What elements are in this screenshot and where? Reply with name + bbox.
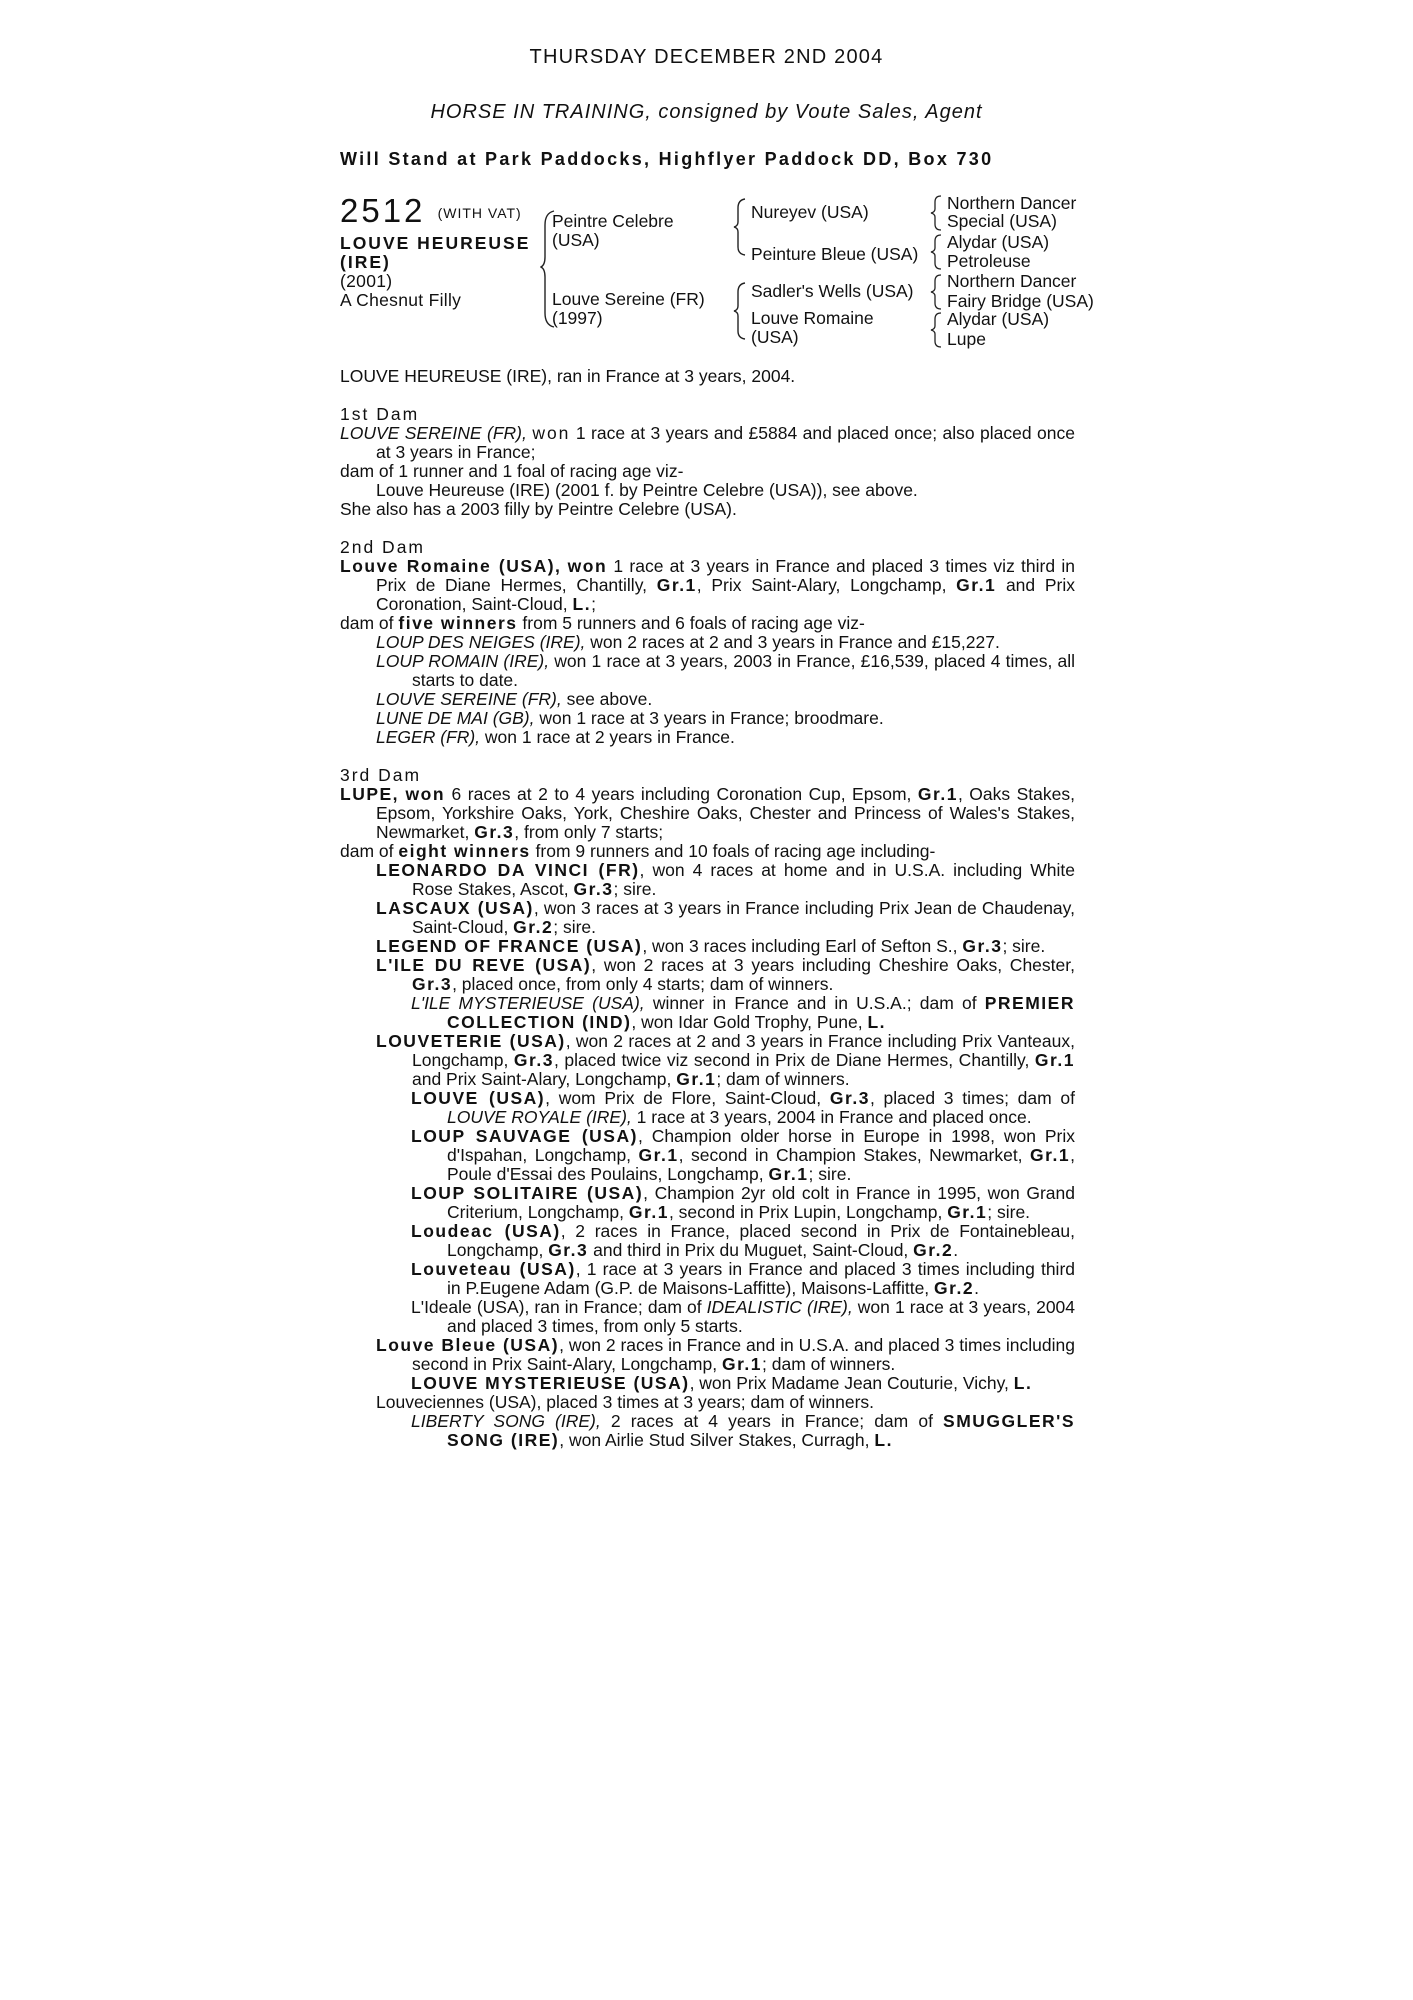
grade-label: Gr.3 [548, 1240, 589, 1260]
record-text: , won 2 races in France and in U.S.A. and placed 3 times including second in Prix Saint-Alary, Longchamp, [412, 1335, 1075, 1374]
grade-label: Gr.3 [573, 879, 614, 899]
record-text: , Champion older horse in Europe in 1998, won Prix d'Ispahan, Longchamp, [447, 1126, 1075, 1165]
horse-name: SMUGGLER'S SONG (IRE) [447, 1411, 1075, 1450]
lot-identity [340, 234, 540, 310]
record-text: ; sire. [987, 1202, 1031, 1222]
first-dam-note: She also has a 2003 filly by Peintre Celebre (USA). [340, 499, 737, 519]
horse-name: LOUVETERIE (USA) [376, 1031, 566, 1051]
record-text: won 1 race at 3 years, 2004 and placed 3 times, from only 5 starts. [447, 1297, 1076, 1336]
record-text: and Prix Coronation, Saint-Cloud, [376, 575, 1075, 614]
horse-name: Loudeac (USA) [411, 1221, 561, 1241]
pedigree-dss: Northern Dancer [947, 271, 1077, 291]
first-dam-section [340, 405, 1075, 519]
pedigree-sd: Peinture Bleue (USA) [751, 244, 919, 264]
produce-subitem [340, 1374, 1075, 1393]
won-word: won [532, 423, 571, 443]
consignment-line: HORSE IN TRAINING, consigned by Voute Sales, Agent [430, 101, 983, 123]
record-text: , won 3 races at 3 years in France including Prix Jean de Chaudenay, Saint-Cloud, [412, 898, 1075, 937]
third-dam-heading: 3rd Dam [340, 765, 422, 785]
summary-text: dam of [340, 841, 399, 861]
second-dam-section [340, 538, 1075, 747]
won-word: won [405, 784, 446, 804]
produce-item [340, 633, 1075, 652]
grade-label: Gr.1 [676, 1069, 717, 1089]
grade-label: Gr.2 [934, 1278, 975, 1298]
horse-name: LASCAUX (USA) [376, 898, 534, 918]
record-text: . [974, 1278, 979, 1298]
lot-country: (IRE) [340, 252, 391, 272]
record-text: , second in Prix Lupin, Longchamp, [668, 1202, 948, 1222]
listed-label: L. [867, 1012, 887, 1032]
record-text: . [953, 1240, 959, 1260]
horse-name: LOUP SAUVAGE (USA) [411, 1126, 638, 1146]
pedigree-dd [751, 309, 874, 347]
record-text: , won Idar Gold Trophy, Pune, [631, 1012, 868, 1032]
record-text: , won 2 races at 2 and 3 years in France including Prix Vanteaux, Longchamp, [412, 1031, 1075, 1070]
grade-label: Gr.1 [917, 784, 958, 804]
lot-number-value: 2512 [340, 192, 426, 229]
summary-text: from 5 runners and 6 foals of racing age viz- [517, 613, 865, 633]
vat-label: (WITH VAT) [437, 205, 522, 221]
record-text: ; sire. [613, 879, 657, 899]
record-text: L'Ideale (USA), ran in France; dam of [411, 1297, 707, 1317]
horse-name: LUNE DE MAI (GB), [376, 708, 535, 728]
dam-name: LUPE, [340, 784, 400, 804]
pedigree-ssd: Special (USA) [947, 211, 1057, 231]
horse-name: L'ILE MYSTERIEUSE (USA), [411, 993, 645, 1013]
record-text: won 1 race at 2 years in France. [480, 727, 735, 747]
record-text: winner in France and in U.S.A.; dam of [644, 993, 985, 1013]
produce-subitem [340, 1222, 1075, 1260]
produce-item [340, 937, 1075, 956]
winners-count: five winners [398, 613, 518, 633]
record-text: 2 races at 4 years in France; dam of [600, 1411, 944, 1431]
pedigree-dam [552, 290, 705, 328]
produce-item [340, 1032, 1075, 1089]
horse-name: LOUVE SEREINE (FR), [376, 689, 562, 709]
record-text: ; dam of winners. [762, 1354, 896, 1374]
winners-count: eight winners [398, 841, 531, 861]
grade-label: Gr.2 [913, 1240, 954, 1260]
record-text: ; sire. [808, 1164, 852, 1184]
horse-name: LOUVE ROYALE (IRE), [447, 1107, 632, 1127]
record-text: , wom Prix de Flore, Saint-Cloud, [545, 1088, 830, 1108]
horse-name: LIBERTY SONG (IRE), [411, 1411, 601, 1431]
listed-label: L. [1013, 1373, 1033, 1393]
horse-name: IDEALISTIC (IRE), [706, 1297, 853, 1317]
produce-subitem [340, 1298, 1075, 1336]
produce-subitem [340, 1089, 1075, 1127]
dam-name: LOUVE SEREINE (FR), [340, 423, 527, 443]
produce-item [340, 861, 1075, 899]
produce-item [340, 899, 1075, 937]
pedigree-dds: Alydar (USA) [947, 309, 1050, 329]
record-text: 1 race at 3 years, 2004 in France and placed once. [631, 1107, 1032, 1127]
produce-subitem [340, 1260, 1075, 1298]
pedigree-dsd: Fairy Bridge (USA) [947, 291, 1094, 311]
horse-name: PREMIER COLLECTION (IND) [447, 993, 1075, 1032]
summary-text: dam of [340, 613, 399, 633]
record-text: , Prix Saint-Alary, Longchamp, [696, 575, 957, 595]
record-text: 6 races at 2 to 4 years including Coronation Cup, Epsom, [445, 784, 918, 804]
horse-name: Louve Bleue (USA) [376, 1335, 560, 1355]
record-text: and third in Prix du Muguet, Saint-Cloud, [588, 1240, 914, 1260]
grade-label: Gr.1 [656, 575, 697, 595]
record-text: , 1 race at 3 years in France and placed 3 times including third in P.Eugene Adam (G.P. de Maisons-Laffitte), Maisons-Laffitte, [447, 1259, 1076, 1298]
pedigree-brace-dam [733, 280, 747, 342]
horse-name: LOUP ROMAIN (IRE), [376, 651, 550, 671]
horse-name: LOUP SOLITAIRE (USA) [411, 1183, 644, 1203]
record-text: , placed once, from only 4 starts; dam of winners. [452, 974, 834, 994]
record-text: ; [591, 594, 596, 614]
record-text: ; sire. [553, 917, 597, 937]
grade-label: Gr.3 [829, 1088, 870, 1108]
produce-item [340, 1336, 1075, 1374]
third-dam-produce-summary [340, 842, 1075, 861]
record-text: , Oaks Stakes, Epsom, Yorkshire Oaks, York, Cheshire Oaks, Chester and Princess of Wales's Stakes, Newmarket, [376, 784, 1075, 842]
grade-label: Gr.1 [721, 1354, 763, 1374]
grade-label: Gr.1 [947, 1202, 988, 1222]
record-text: , placed 3 times; dam of [869, 1088, 1075, 1108]
won-word: won [567, 556, 608, 576]
pedigree-brace-ds [929, 273, 943, 311]
produce-item [340, 956, 1075, 994]
record-text: , placed twice viz second in Prix de Diane Hermes, Chantilly, [553, 1050, 1035, 1070]
record-text: , Poule d'Essai des Poulains, Longchamp, [447, 1145, 1075, 1184]
pedigree-ss: Nureyev (USA) [751, 202, 869, 222]
record-text: ; sire. [1002, 936, 1046, 956]
grade-label: Gr.1 [768, 1164, 809, 1184]
produce-item [340, 709, 1075, 728]
second-dam-heading: 2nd Dam [340, 537, 426, 557]
produce-item [340, 728, 1075, 747]
lot-description: A Chesnut Filly [340, 290, 462, 310]
record-text: , won Prix Madame Jean Couturie, Vichy, [689, 1373, 1014, 1393]
second-dam-record [340, 557, 1075, 614]
record-text: 1 race at 3 years in France and placed 3 times viz third in Prix de Diane Hermes, Chantilly, [376, 556, 1075, 595]
third-dam-section [340, 766, 1075, 1450]
record-text: , from only 7 starts; [514, 822, 664, 842]
record-text: see above. [561, 689, 653, 709]
pedigree-brace-sd [929, 233, 943, 271]
record-text: , 2 races in France, placed second in Prix de Fontainebleau, Longchamp, [447, 1221, 1075, 1260]
pedigree-brace-dd [929, 311, 943, 349]
record-text: won 1 race at 3 years in France; broodmare. [534, 708, 884, 728]
dam-name: Louve Romaine (USA), [340, 556, 562, 576]
grade-label: Gr.3 [474, 822, 515, 842]
stand-location: Will Stand at Park Paddocks, Highflyer Paddock DD, Box 730 [340, 149, 994, 169]
dd-name: Louve Romaine [751, 308, 874, 328]
sale-date: THURSDAY DECEMBER 2ND 2004 [529, 46, 884, 68]
grade-label: Gr.3 [412, 974, 453, 994]
pedigree-ddd: Lupe [947, 329, 986, 349]
produce-subitem [340, 1412, 1075, 1450]
pedigree-sds: Alydar (USA) [947, 232, 1050, 252]
grade-label: Gr.1 [628, 1202, 669, 1222]
sire-name: Peintre Celebre [552, 211, 674, 231]
pedigree-sire [552, 212, 674, 250]
record-text: , won 2 races at 3 years including Cheshire Oaks, Chester, [591, 955, 1075, 975]
record-text: , second in Champion Stakes, Newmarket, [678, 1145, 1031, 1165]
dam-name: Louve Sereine (FR) [552, 289, 705, 309]
horse-name: LEGEND OF FRANCE (USA) [376, 936, 643, 956]
grade-label: Gr.2 [513, 917, 554, 937]
first-dam-record [340, 424, 1075, 462]
produce-subitem [340, 994, 1075, 1032]
summary-text: from 9 runners and 10 foals of racing age including- [530, 841, 936, 861]
first-dam-produce-summary: dam of 1 runner and 1 foal of racing age viz- [340, 461, 684, 481]
record-text: , won Airlie Stud Silver Stakes, Curragh, [559, 1430, 875, 1450]
grade-label: Gr.3 [962, 936, 1003, 956]
grade-label: Gr.3 [513, 1050, 554, 1070]
produce-subitem [340, 1127, 1075, 1184]
lot-intro: LOUVE HEUREUSE (IRE), ran in France at 3 years, 2004. [340, 366, 796, 386]
third-dam-record [340, 785, 1075, 842]
produce-item [340, 690, 1075, 709]
horse-name: LOUVE (USA) [411, 1088, 546, 1108]
pedigree-sdd: Petroleuse [947, 251, 1031, 271]
dam-year: (1997) [552, 308, 603, 328]
record-text: , Champion 2yr old colt in France in 1995, won Grand Criterium, Longchamp, [447, 1183, 1075, 1222]
horse-name: LOUP DES NEIGES (IRE), [376, 632, 586, 652]
grade-label: Gr.1 [1030, 1145, 1071, 1165]
pedigree-brace-sire [733, 196, 747, 258]
pedigree-sss: Northern Dancer [947, 193, 1077, 213]
horse-name: L'ILE DU REVE (USA) [376, 955, 592, 975]
record-text: won 2 races at 2 and 3 years in France and £15,227. [585, 632, 1000, 652]
grade-label: Gr.1 [1034, 1050, 1075, 1070]
listed-label: L. [874, 1430, 893, 1450]
second-dam-produce-summary [340, 614, 1075, 633]
produce-subitem [340, 1184, 1075, 1222]
horse-name: LOUVE MYSTERIEUSE (USA) [411, 1373, 690, 1393]
dd-country: (USA) [751, 327, 799, 347]
first-dam-heading: 1st Dam [340, 404, 420, 424]
record-text: , won 3 races including Earl of Sefton S., [642, 936, 963, 956]
pedigree-brace-ss [929, 194, 943, 232]
horse-name: Louveteau (USA) [411, 1259, 576, 1279]
record-text: won 1 race at 3 years, 2003 in France, £16,539, placed 4 times, all starts to date. [412, 651, 1076, 690]
first-dam-produce-item: Louve Heureuse (IRE) (2001 f. by Peintre Celebre (USA)), see above. [376, 480, 918, 500]
sire-country: (USA) [552, 230, 600, 250]
lot-number [340, 193, 522, 231]
horse-name: LEGER (FR), [376, 727, 481, 747]
record-text: , won 4 races at home and in U.S.A. including White Rose Stakes, Ascot, [412, 860, 1075, 899]
pedigree-ds: Sadler's Wells (USA) [751, 281, 914, 301]
horse-name: LEONARDO DA VINCI (FR) [376, 860, 640, 880]
record-text: and Prix Saint-Alary, Longchamp, [412, 1069, 677, 1089]
lot-name: LOUVE HEUREUSE [340, 233, 531, 253]
grade-label: Gr.1 [956, 575, 997, 595]
grade-label: Gr.1 [638, 1145, 679, 1165]
lot-year: (2001) [340, 271, 393, 291]
record-text: 1 race at 3 years and £5884 and placed once; also placed once at 3 years in France; [376, 423, 1075, 462]
produce-item [340, 652, 1075, 690]
record-text: ; dam of winners. [716, 1069, 850, 1089]
produce-item: Louveciennes (USA), placed 3 times at 3 years; dam of winners. [376, 1392, 875, 1412]
listed-label: L. [572, 594, 592, 614]
